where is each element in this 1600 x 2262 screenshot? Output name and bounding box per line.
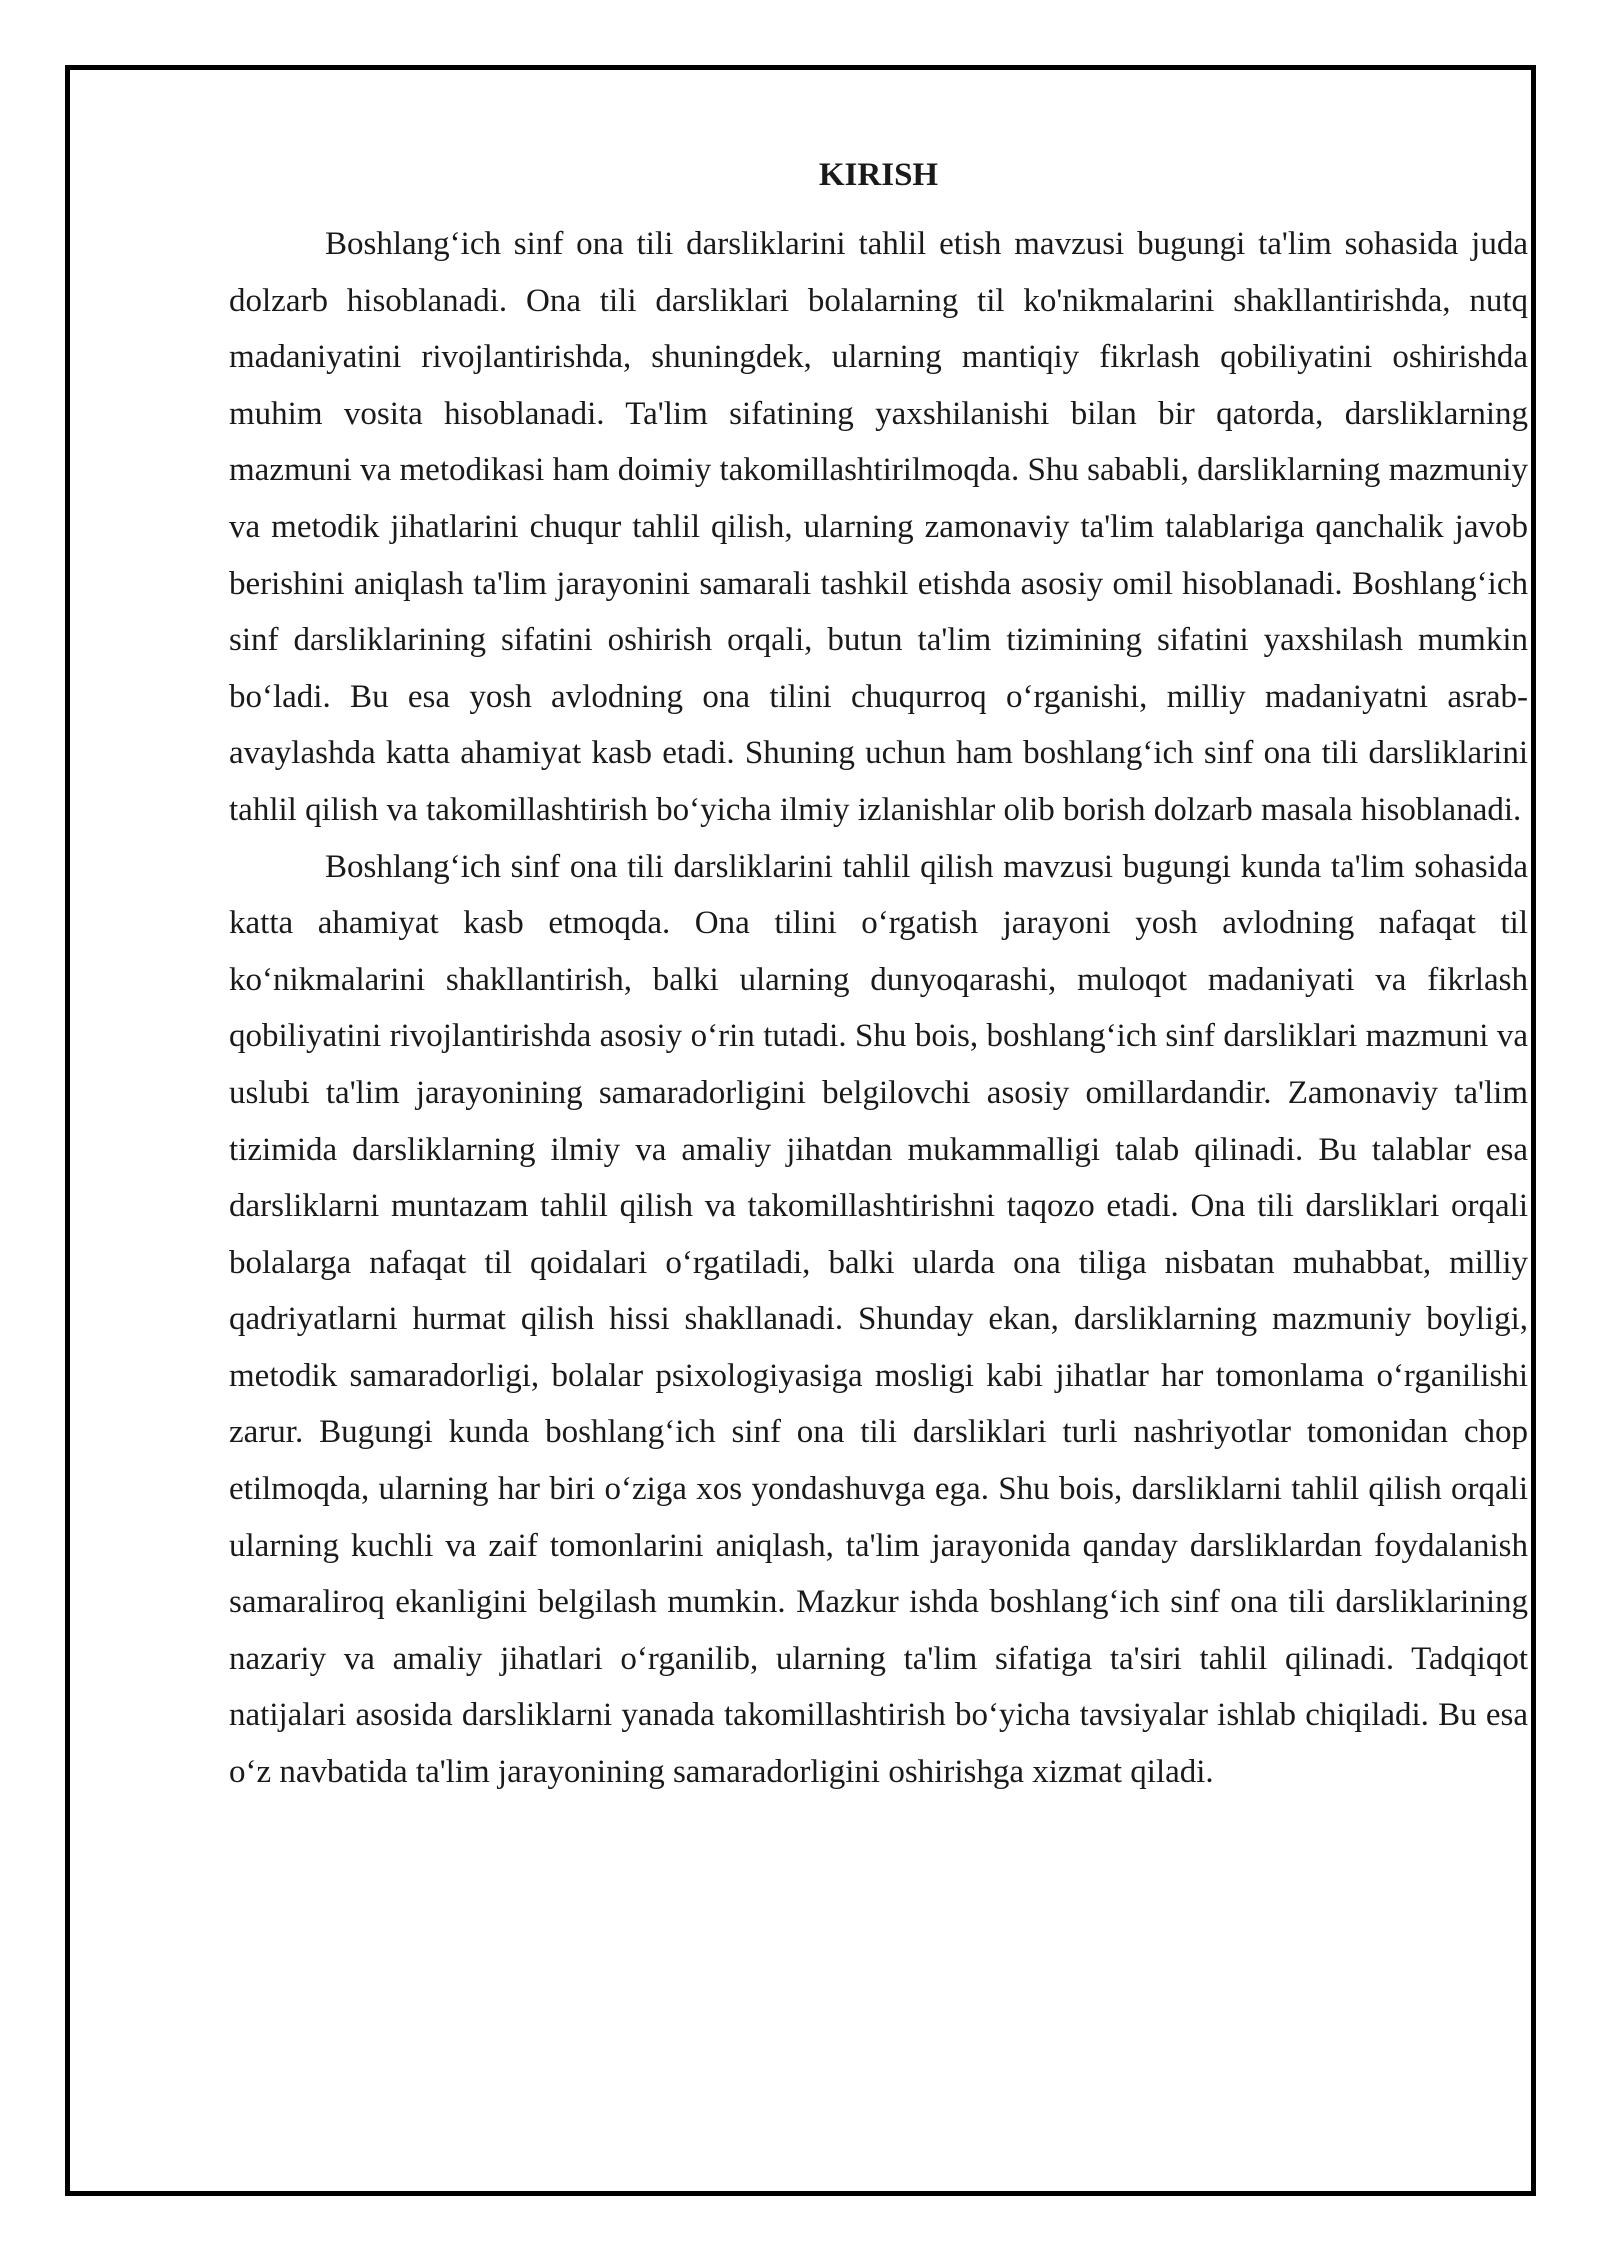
paragraph-1: Boshlang‘ich sinf ona tili darsliklarini tahlil etish mavzusi bugungi ta'lim sohasida juda dolzarb hisoblanadi. Ona tili darsliklari bolalarning til ko'nikmalarini shakllantirishda, nutq madaniyatini rivojlantirishda, shuningdek, ularning mantiqiy fikrlash qobiliyatini oshirishda muhim vosita hisoblanadi. Ta'lim sifatining yaxshilanishi bilan bir qatorda, darsliklarning mazmuni va metodikasi ham doimiy takomillashtirilmoqda. Shu sababli, darsliklarning mazmuniy va metodik jihatlarini chuqur tahlil qilish, ularning zamonaviy ta'lim talablariga qanchalik javob berishini aniqlash ta'lim jarayonini samarali tashkil etishda asosiy omil hisoblanadi. Boshlang‘ich sinf darsliklarining sifatini oshirish orqali, butun ta'lim tizimining sifatini yaxshilash mumkin bo‘ladi. Bu esa yosh avlodning ona tilini chuqurroq o‘rganishi, milliy madaniyatni asrab-avaylashda katta ahamiyat kasb etadi. Shuning uchun ham boshlang‘ich sinf ona tili darsliklarini tahlil qilish va takomillashtirish bo‘yicha ilmiy izlanishlar olib borish dolzarb masala hisoblanadi. <box>229 226 1528 828</box>
paragraph-2: Boshlang‘ich sinf ona tili darsliklarini tahlil qilish mavzusi bugungi kunda ta'lim sohasida katta ahamiyat kasb etmoqda. Ona tilini o‘rgatish jarayoni yosh avlodning nafaqat til ko‘nikmalarini shakllantirish, balki ularning dunyoqarashi, muloqot madaniyati va fikrlash qobiliyatini rivojlantirishda asosiy o‘rin tutadi. Shu bois, boshlang‘ich sinf darsliklari mazmuni va uslubi ta'lim jarayonining samaradorligini belgilovchi asosiy omillardandir. Zamonaviy ta'lim tizimida darsliklarning ilmiy va amaliy jihatdan mukammalligi talab qilinadi. Bu talablar esa darsliklarni muntazam tahlil qilish va takomillashtirishni taqozo etadi. Ona tili darsliklari orqali bolalarga nafaqat til qoidalari o‘rgatiladi, balki ularda ona tiliga nisbatan muhabbat, milliy qadriyatlarni hurmat qilish hissi shakllanadi. Shunday ekan, darsliklarning mazmuniy boyligi, metodik samaradorligi, bolalar psixologiyasiga mosligi kabi jihatlar har tomonlama o‘rganilishi zarur. Bugungi kunda boshlang‘ich sinf ona tili darsliklari turli nashriyotlar tomonidan chop etilmoqda, ularning har biri o‘ziga xos yondashuvga ega. Shu bois, darsliklarni tahlil qilish orqali ularning kuchli va zaif tomonlarini aniqlash, ta'lim jarayonida qanday darsliklardan foydalanish samaraliroq ekanligini belgilash mumkin. Mazkur ishda boshlang‘ich sinf ona tili darsliklarining nazariy va amaliy jihatlari o‘rganilib, ularning ta'lim sifatiga ta'siri tahlil qilinadi. Tadqiqot natijalari asosida darsliklarni yanada takomillashtirish bo‘yicha tavsiyalar ishlab chiqiladi. Bu esa o‘z navbatida ta'lim jarayonining samaradorligini oshirishga xizmat qiladi. <box>229 848 1528 1791</box>
section-heading: KIRISH <box>818 157 939 193</box>
document-body <box>229 150 1528 1801</box>
